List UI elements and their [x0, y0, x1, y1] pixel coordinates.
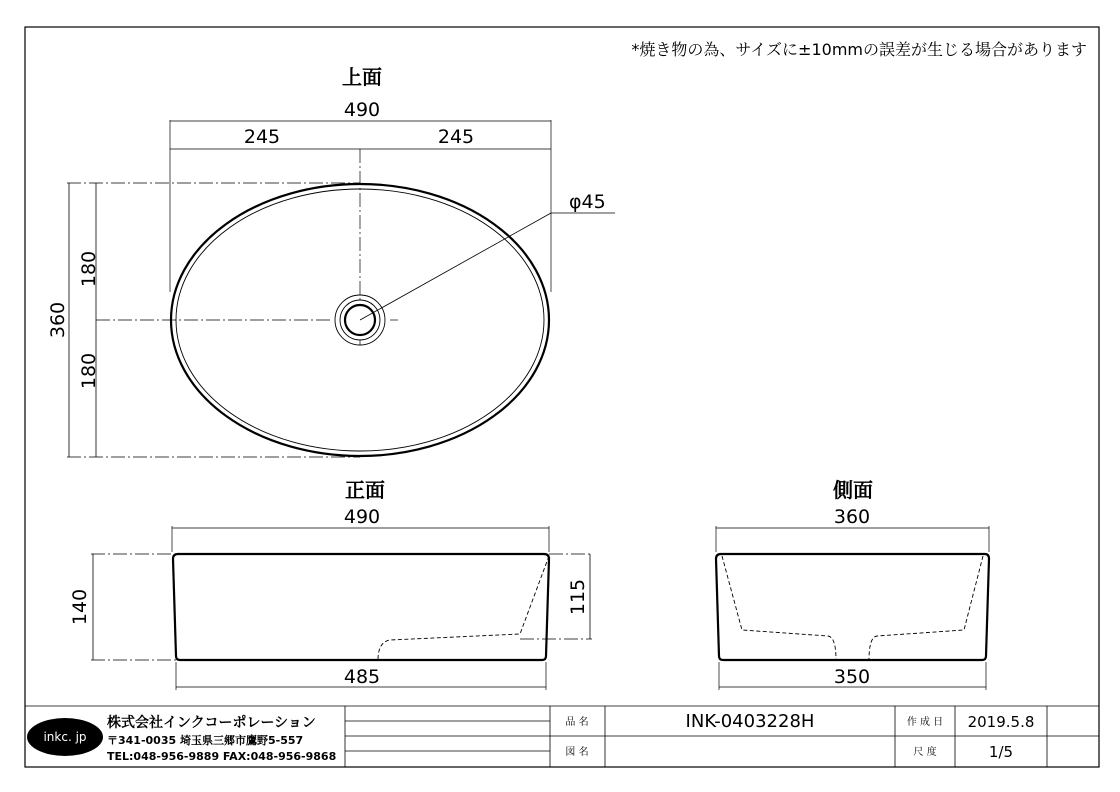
front-view [69, 478, 592, 690]
product-name-value: INK-0403228H [685, 711, 815, 732]
top-half-height-bottom-label: 180 [78, 352, 100, 390]
company-name: 株式会社インクコーポレーション [107, 715, 316, 731]
tolerance-note: *焼き物の為、サイズに±10mmの誤差が生じる場合があります [631, 40, 1087, 59]
front-height-label: 140 [69, 588, 91, 626]
side-bottom-width-label: 350 [833, 666, 871, 688]
company-logo-text: inkc. jp [43, 730, 87, 744]
drain-leader-line [360, 213, 551, 320]
side-body-outline [716, 554, 989, 660]
top-view-title: 上面 [342, 65, 382, 89]
top-height-label: 360 [47, 301, 69, 339]
side-top-width-label: 360 [833, 506, 871, 528]
date-value: 2019.5.8 [967, 713, 1035, 731]
scale-label: 尺 度 [913, 747, 937, 758]
top-half-height-top-label: 180 [78, 250, 100, 288]
front-hidden-cavity [378, 556, 549, 660]
front-body-outline [173, 554, 549, 660]
front-bottom-width-label: 485 [343, 666, 381, 688]
drawing-frame [25, 27, 1099, 767]
scale-value: 1/5 [988, 743, 1014, 761]
company-phone-fax: TEL:048-956-9889 FAX:048-956-9868 [107, 750, 337, 763]
side-view [716, 478, 989, 690]
top-width-label: 490 [343, 99, 381, 121]
drawing-name-label: 図 名 [565, 747, 589, 758]
drain-diameter-label: φ45 [569, 191, 606, 213]
side-hidden-cavity [722, 556, 836, 660]
front-view-title: 正面 [345, 478, 385, 502]
date-label: 作 成 日 [906, 717, 944, 728]
side-view-title: 側面 [833, 478, 873, 502]
front-top-width-label: 490 [343, 506, 381, 528]
title-block [25, 706, 1099, 767]
company-address: 〒341-0035 埼玉県三郷市鷹野5-557 [107, 734, 304, 747]
top-half-width-right-label: 245 [437, 126, 475, 148]
front-depth-label: 115 [567, 578, 589, 616]
top-view [47, 65, 615, 457]
product-name-label: 品 名 [565, 717, 589, 728]
top-half-width-left-label: 245 [243, 126, 281, 148]
